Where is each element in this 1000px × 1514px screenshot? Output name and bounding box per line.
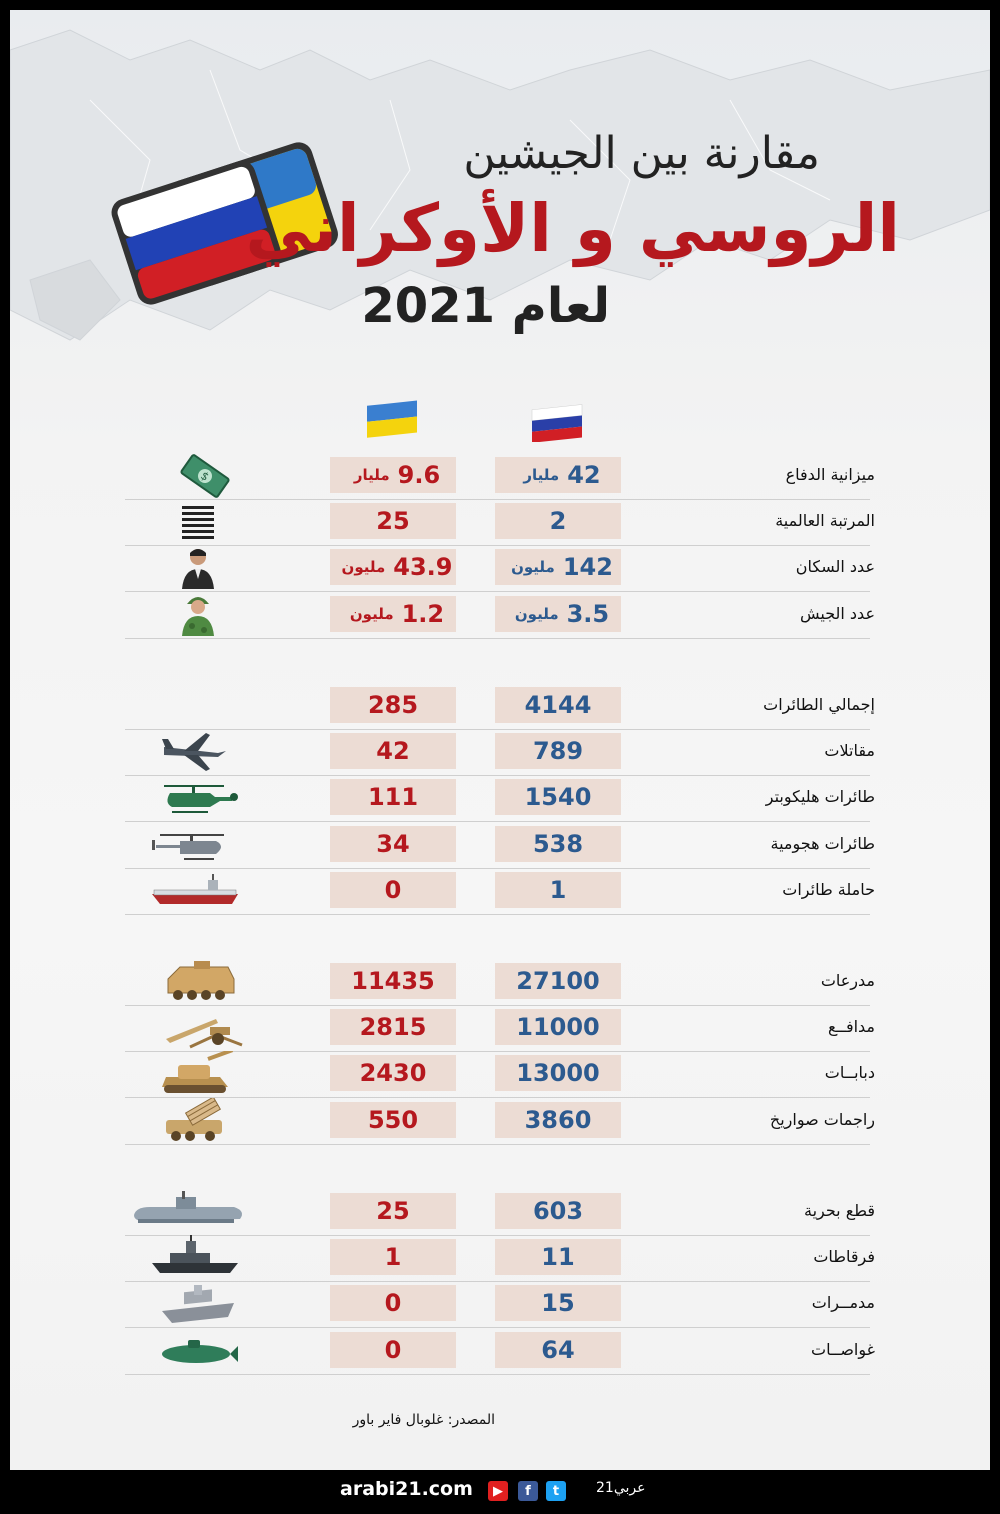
russia-value xyxy=(495,1193,621,1229)
value-number: 550 xyxy=(367,1105,419,1134)
row-label: طائرات هجومية xyxy=(770,833,875,853)
value-unit: مليون xyxy=(341,558,386,577)
value-number: 42 xyxy=(376,737,410,766)
ukraine-value xyxy=(330,826,456,862)
value-number: 142 xyxy=(562,553,613,582)
ukraine-value xyxy=(330,1239,456,1275)
youtube-icon[interactable]: ▶ xyxy=(488,1481,508,1501)
aircraft-carrier-icon xyxy=(150,868,240,914)
row-label: مدمــرات xyxy=(811,1293,875,1313)
row-label: مدافــع xyxy=(828,1017,875,1037)
russia-value xyxy=(495,1055,621,1091)
russia-value xyxy=(495,687,621,723)
ukraine-value xyxy=(330,1332,456,1368)
title-line-2: الروسي و الأوكراني xyxy=(245,190,900,267)
person-icon xyxy=(178,545,218,591)
russia-value xyxy=(495,1102,621,1138)
value-number: 11435 xyxy=(351,967,435,995)
value-number: 9.6 xyxy=(397,461,441,489)
russia-value xyxy=(495,872,621,908)
row-label: فرقاطات xyxy=(813,1247,875,1267)
russia-value xyxy=(495,826,621,862)
ukraine-value xyxy=(330,779,456,815)
table-row xyxy=(10,823,990,869)
tank-icon xyxy=(156,1051,236,1097)
table-row xyxy=(10,1052,990,1098)
armored-vehicle-icon xyxy=(160,959,240,1005)
row-label: عدد السكان xyxy=(795,557,875,577)
facebook-icon[interactable]: f xyxy=(518,1481,538,1501)
table-row xyxy=(10,1236,990,1282)
table-row xyxy=(10,1329,990,1375)
table-row xyxy=(10,546,990,592)
dollar-icon xyxy=(175,453,235,499)
table-row xyxy=(10,1099,990,1145)
value-unit: مليون xyxy=(514,604,559,623)
value-unit: مليون xyxy=(349,604,394,623)
russia-value xyxy=(495,457,621,493)
row-divider xyxy=(125,638,870,639)
row-label: إجمالي الطائرات xyxy=(763,695,875,714)
soldier-icon xyxy=(178,592,218,638)
table-row xyxy=(10,869,990,915)
value-number: 1 xyxy=(384,1243,402,1272)
value-number: 15 xyxy=(541,1289,575,1318)
value-number: 25 xyxy=(376,1197,410,1225)
footer-bar xyxy=(0,1470,1000,1514)
twitter-icon[interactable]: t xyxy=(546,1481,566,1501)
value-number: 27100 xyxy=(516,967,600,995)
row-label: دبابــات xyxy=(824,1063,875,1083)
value-number: 11 xyxy=(541,1243,575,1272)
source-note: المصدر: غلوبال فاير باور xyxy=(352,1412,495,1428)
table-row xyxy=(10,776,990,822)
attack-helicopter-icon xyxy=(150,822,240,868)
value-unit: مليون xyxy=(511,558,555,577)
value-number: 2 xyxy=(549,507,567,536)
value-number: 0 xyxy=(384,875,402,904)
ukraine-value xyxy=(330,733,456,769)
title-line-3: لعام 2021 xyxy=(361,278,610,334)
table-row xyxy=(10,684,990,730)
value-number: 64 xyxy=(541,1335,575,1364)
table-row xyxy=(10,454,990,500)
value-number: 285 xyxy=(367,691,419,719)
rank-bars-icon xyxy=(178,499,218,545)
value-number: 789 xyxy=(532,737,584,766)
ukraine-value xyxy=(330,457,456,493)
ukraine-value xyxy=(330,596,456,632)
row-label: عدد الجيش xyxy=(799,603,875,623)
russia-value xyxy=(495,1332,621,1368)
title-line-1: مقارنة بين الجيشين xyxy=(463,128,820,179)
cannon-icon xyxy=(156,1005,246,1051)
row-label: ميزانية الدفاع xyxy=(785,465,875,484)
ukraine-value xyxy=(330,1102,456,1138)
row-label: حاملة طائرات xyxy=(782,879,875,899)
table-row xyxy=(10,593,990,639)
russia-value xyxy=(495,1285,621,1321)
value-number: 11000 xyxy=(516,1013,600,1042)
russia-value xyxy=(495,549,621,585)
value-number: 2430 xyxy=(359,1059,427,1088)
table-row xyxy=(10,1282,990,1328)
value-number: 0 xyxy=(384,1289,402,1318)
row-label: مدرعات xyxy=(820,971,875,990)
value-number: 43.9 xyxy=(393,553,453,582)
rocket-launcher-icon xyxy=(160,1098,230,1144)
value-number: 42 xyxy=(567,461,601,489)
table-row xyxy=(10,730,990,776)
russia-flag-icon xyxy=(530,402,584,442)
value-unit: مليار xyxy=(353,466,390,484)
russia-value xyxy=(495,963,621,999)
fighter-jet-icon xyxy=(160,729,230,775)
row-label: راجمات صواريخ xyxy=(769,1109,875,1129)
value-number: 3.5 xyxy=(566,599,610,628)
frigate-icon xyxy=(150,1235,240,1281)
row-label: قطع بحرية xyxy=(803,1201,875,1220)
value-number: 4144 xyxy=(524,691,592,719)
ukraine-value xyxy=(330,872,456,908)
russia-value xyxy=(495,503,621,539)
table-row xyxy=(10,500,990,546)
value-number: 538 xyxy=(532,829,584,858)
value-number: 603 xyxy=(532,1197,584,1225)
ukraine-value xyxy=(330,503,456,539)
brand-logo: عربي21 xyxy=(596,1480,646,1496)
value-number: 1 xyxy=(549,875,567,904)
table-row xyxy=(10,1006,990,1052)
russia-value xyxy=(495,596,621,632)
value-number: 1540 xyxy=(524,783,592,812)
row-divider xyxy=(125,1374,870,1375)
naval-vessel-icon xyxy=(130,1189,250,1235)
svg-text:$: $ xyxy=(198,469,212,484)
value-unit: مليار xyxy=(523,466,560,484)
value-number: 34 xyxy=(376,829,410,858)
table-row xyxy=(10,960,990,1006)
row-label: طائرات هليكوبتر xyxy=(765,787,875,807)
russia-value xyxy=(495,733,621,769)
row-divider xyxy=(125,1144,870,1145)
value-number: 0 xyxy=(384,1335,402,1364)
russia-value xyxy=(495,779,621,815)
table-row xyxy=(10,1190,990,1236)
helicopter-icon xyxy=(150,775,240,821)
site-url[interactable]: arabi21.com xyxy=(340,1478,473,1500)
ukraine-value xyxy=(330,1285,456,1321)
destroyer-icon xyxy=(158,1281,238,1327)
value-number: 25 xyxy=(376,507,410,536)
value-number: 2815 xyxy=(359,1013,427,1042)
infographic xyxy=(10,10,990,1470)
row-label: مقاتلات xyxy=(824,741,875,761)
value-number: 111 xyxy=(367,783,419,812)
row-divider xyxy=(125,914,870,915)
ukraine-value xyxy=(330,1055,456,1091)
ukraine-value xyxy=(330,963,456,999)
row-label: المرتبة العالمية xyxy=(775,511,875,531)
russia-value xyxy=(495,1239,621,1275)
ukraine-value xyxy=(330,549,456,585)
row-label: غواصــات xyxy=(811,1339,875,1359)
value-number: 13000 xyxy=(516,1059,600,1088)
ukraine-flag-icon xyxy=(365,398,419,438)
russia-value xyxy=(495,1009,621,1045)
value-number: 3860 xyxy=(524,1105,592,1134)
value-number: 1.2 xyxy=(401,599,445,628)
ukraine-value xyxy=(330,1009,456,1045)
ukraine-value xyxy=(330,687,456,723)
submarine-icon xyxy=(158,1328,238,1374)
ukraine-value xyxy=(330,1193,456,1229)
